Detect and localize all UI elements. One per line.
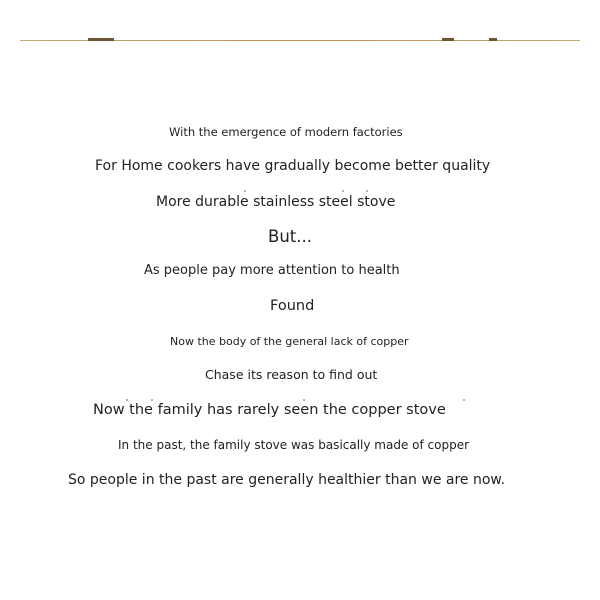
top-divider-accent [489,38,497,41]
speck [366,190,368,192]
text-line-3: More durable stainless steel stove [156,194,396,210]
text-line-7: Now the body of the general lack of copper [170,335,409,348]
text-line-4: But... [268,227,312,246]
text-line-2: For Home cookers have gradually become better quality [95,158,491,174]
speck [244,190,246,192]
text-line-11: So people in the past are generally healthier than we are now. [68,472,506,488]
top-divider-accent [442,38,454,41]
text-line-9: Now the family has rarely seen the copper stove [93,402,446,418]
text-line-5: As people pay more attention to health [144,263,400,278]
speck [151,399,153,401]
text-line-6: Found [270,298,315,314]
speck [126,399,128,401]
text-line-10: In the past, the family stove was basically made of copper [118,438,470,452]
text-line-8: Chase its reason to find out [205,367,378,382]
top-divider-accent [88,38,114,41]
speck [342,190,344,192]
text-line-1: With the emergence of modern factories [169,125,403,139]
speck [303,399,305,401]
speck [463,399,465,401]
